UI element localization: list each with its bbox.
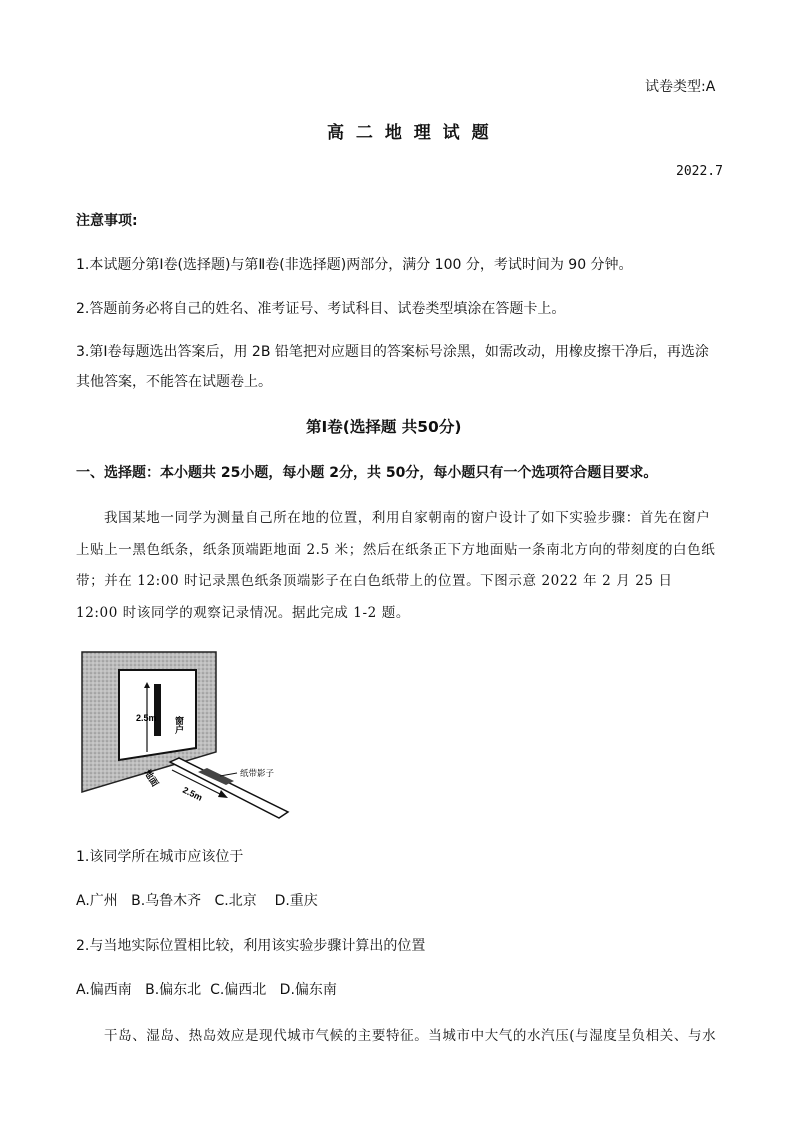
page-title: 高 二 地 理 试 题 xyxy=(327,123,492,143)
distance-label: 2.5m xyxy=(181,784,204,803)
section1-heading: 一、选择题：本小题共 25小题，每小题 2分，共 50分，每小题只有一个选项符合题目要求。 xyxy=(76,465,658,481)
experiment-figure xyxy=(74,644,296,820)
notes-heading: 注意事项: xyxy=(76,213,138,229)
part1-heading: 第Ⅰ卷(选择题 共50分) xyxy=(306,418,462,436)
black-paper-strip xyxy=(154,684,161,736)
question-1-options: A.广州 B.乌鲁木齐 C.北京 D.重庆 xyxy=(76,893,318,909)
shadow-label: 纸带影子 xyxy=(240,769,275,779)
ground-label: 地面 xyxy=(141,768,160,789)
exam-date: 2022.7 xyxy=(676,164,723,179)
note-3: 3.第Ⅰ卷每题选出答案后，用 2B 铅笔把对应题目的答案标号涂黑，如需改动，用橡皮擦干净后，再选涂其他答案，不能答在试题卷上。 xyxy=(76,344,709,390)
paper-type: 试卷类型:A xyxy=(645,79,716,95)
window-label: 窗户 xyxy=(173,716,183,734)
passage-1: 我国某地一同学为测量自己所在地的位置，利用自家朝南的窗户设计了如下实验步骤：首先在窗户上贴上一黑色纸条，纸条顶端距地面 2.5 米；然后在纸条正下方地面贴一条南北方向的带刻度的白色纸带；并在 12:00 时记录黑色纸条顶端影子在白色纸带上的位置。下图示意 2022 年 2 月 25 日 12:00 时该同学的观察记录情况。据此完成 1-2 题。 xyxy=(76,510,716,621)
passage-2: 干岛、湿岛、热岛效应是现代城市气候的主要特征。当城市中大气的水汽压(与湿度呈负相关、与水 xyxy=(104,1028,717,1044)
note-1: 1.本试题分第Ⅰ卷(选择题)与第Ⅱ卷(非选择题)两部分，满分 100 分，考试时间为 90 分钟。 xyxy=(76,257,633,273)
question-2-options: A.偏西南 B.偏东北 C.偏西北 D.偏东南 xyxy=(76,982,337,998)
question-1-stem: 1.该同学所在城市应该位于 xyxy=(76,849,244,865)
height-label: 2.5m xyxy=(136,713,157,723)
note-2: 2.答题前务必将自己的姓名、准考证号、考试科目、试卷类型填涂在答题卡上。 xyxy=(76,301,566,317)
question-2-stem: 2.与当地实际位置相比较，利用该实验步骤计算出的位置 xyxy=(76,938,426,954)
